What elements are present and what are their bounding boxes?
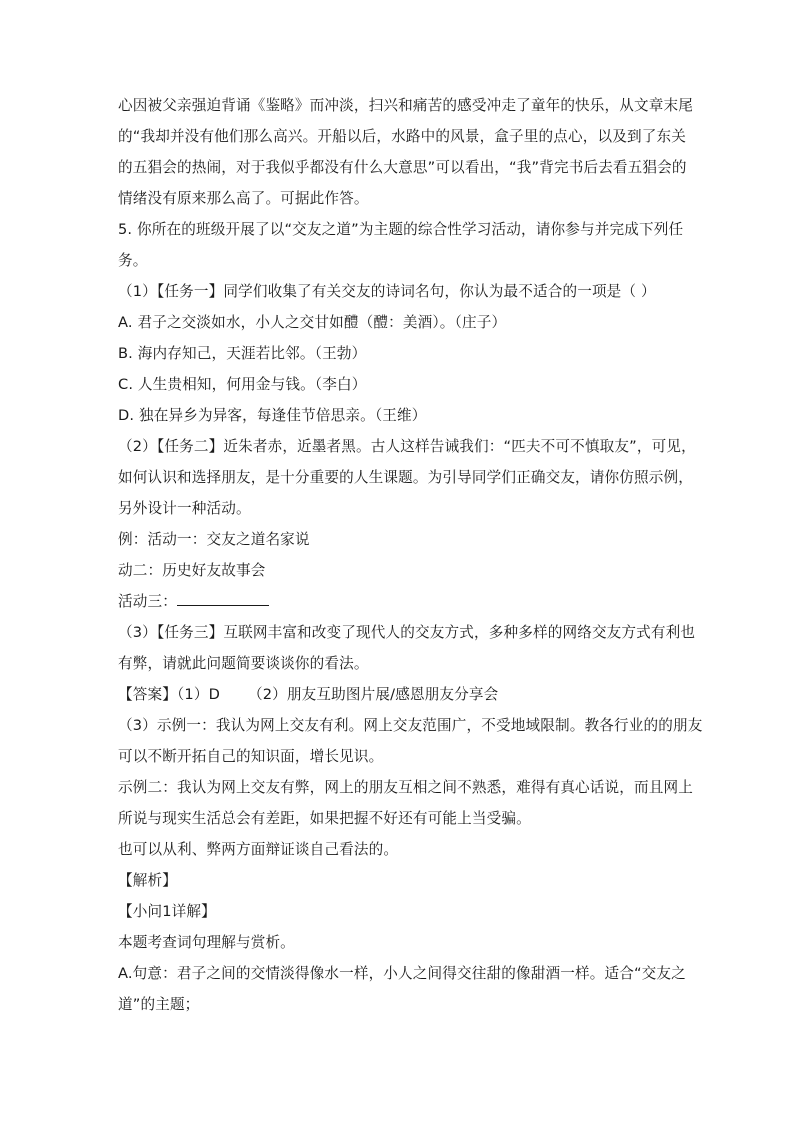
text-line: 有弊，请就此问题简要谈谈你的看法。 [118, 655, 369, 672]
option-d: D. 独在异乡为异客，每逢佳节倍思亲。（王维） [118, 407, 427, 424]
analysis-heading: 【解析】 [118, 872, 177, 889]
activity-3-line [118, 586, 680, 617]
task-1-question: （1）【任务一】同学们收集了有关交友的诗词名句，你认为最不适合的一项是（ ） [118, 283, 656, 300]
activity-3-label: 活动三： [118, 593, 177, 610]
text-line: 可以不断开拓自己的知识面，增长见识。 [118, 748, 384, 765]
text-line: 所说与现实生活总会有差距，如果把握不好还有可能上当受骗。 [118, 810, 531, 827]
text-line: 务。 [118, 252, 148, 269]
example-activity-2: 动二：历史好友故事会 [118, 562, 266, 579]
answer-blank [177, 589, 269, 606]
answer-example-2: 示例二：我认为网上交友有弊，网上的朋友互相之间不熟悉，难得有真心话说，而且网上 [118, 779, 694, 796]
option-a-explanation: A.句意：君子之间的交情淡得像水一样，小人之间得交往甜的像甜酒一样。适合“交友之 [118, 965, 686, 982]
answer-part-1: 【答案】（1）D [118, 686, 220, 703]
example-activity-1: 例：活动一：交友之道名家说 [118, 531, 310, 548]
text-line: 也可以从利、弊两方面辩证谈自己看法的。 [118, 841, 399, 858]
option-a: A. 君子之交淡如水，小人之交甘如醴（醴：美酒）。（庄子） [118, 314, 507, 331]
task-3-question: （3）【任务三】互联网丰富和改变了现代人的交友方式，多种多样的网络交友方式有利也 [118, 624, 696, 641]
task-2-question: （2）【任务二】近朱者赤，近墨者黑。古人这样告诫我们：“匹夫不可不慎取友”，可见， [118, 438, 696, 455]
option-b: B. 海内存知己，天涯若比邻。（王勃） [118, 345, 367, 362]
answer-part-2: （2）朋友互助图片展/感恩朋友分享会 [248, 686, 499, 703]
text-line: 的“我却并没有他们那么高兴。开船以后，水路中的风景，盒子里的点心，以及到了东关 [118, 128, 686, 145]
text-line: 道”的主题； [118, 996, 200, 1013]
option-c: C. 人生贵相知，何用金与钱。（李白） [118, 376, 367, 393]
subquestion-1-heading: 【小问1详解】 [118, 903, 216, 920]
text-line: 另外设计一种活动。 [118, 500, 251, 517]
document-page [118, 90, 703, 1020]
text-line: 心因被父亲强迫背诵《鉴略》而冲淡，扫兴和痛苦的感受冲走了童年的快乐，从文章末尾 [118, 97, 694, 114]
text-line: 如何认识和选择朋友，是十分重要的人生课题。为引导同学们正确交友，请你仿照示例， [118, 469, 694, 486]
text-line: 情绪没有原来那么高了。可据此作答。 [118, 190, 369, 207]
text-line: 本题考查词句理解与赏析。 [118, 934, 295, 951]
question-5-stem: 5. 你所在的班级开展了以“交友之道”为主题的综合性学习活动，请你参与并完成下列任 [118, 221, 684, 238]
answer-example-1: （3）示例一：我认为网上交友有利。网上交友范围广，不受地域限制。教各行业的的朋友 [118, 717, 703, 734]
answer-line [118, 679, 680, 710]
text-line: 的五猖会的热闹，对于我似乎都没有什么大意思”可以看出，“我”背完书后去看五猖会的 [118, 159, 687, 176]
